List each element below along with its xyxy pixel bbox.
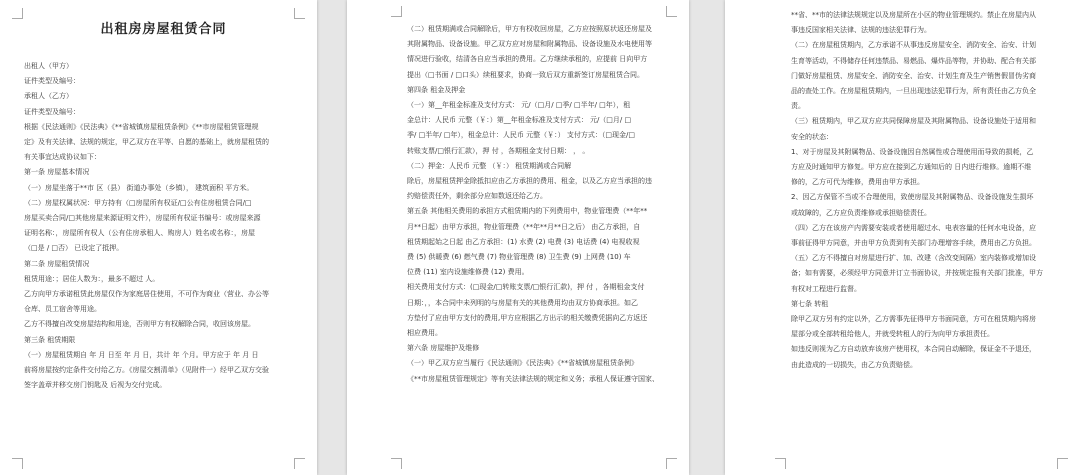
text-line: 品的查处工作。在房屋租赁期内，一旦出现违法犯罪行为，所有责任由乙方负全 (791, 87, 1036, 96)
contract-title: 出租房房屋租赁合同 (100, 22, 227, 37)
text-line: 租赁期起始之日起 由乙方承担：(1) 水费 (2) 电费 (3) 电话费 (4) 电视收视 (407, 237, 640, 246)
page-corner-mark (294, 8, 305, 19)
text-line: 门做好房屋租赁、房屋安全、消防安全、治安、计划生育及生产销售假冒伪劣商 (791, 71, 1036, 80)
page-corner-mark (1057, 458, 1068, 469)
text-line: （五）乙方不得擅自对房屋进行扩、加、改建（含改变间隔）室内装修或增加设 (791, 254, 1036, 263)
text-line: （四）乙方在该房产内需要安装或者使用超过水、电表容量的任何水电设备，应 (791, 223, 1036, 232)
text-line: 由此造成的一切损失，由乙方负责赔偿。 (791, 360, 917, 369)
text-line: 证件类型及编号： (24, 107, 80, 116)
text-line: 提出（□书面 / □口头）续租要求，协商一致后双方重新签订房屋租赁合同。 (407, 70, 645, 79)
text-line: （二）租赁期满或合同解除后，甲方有权收回房屋，乙方应按照原状返还房屋及 (407, 25, 652, 33)
text-line: 修的，乙方可代为维修，费用由甲方承担。 (791, 178, 924, 187)
text-line: 第三条 租赁期限 (24, 335, 76, 344)
text-line: 根据《民法通则》《民法典》《**省城镇房屋租赁条例》《**市房屋租赁管理规 (24, 122, 259, 131)
text-line: **省、**市的法律法规规定以及房屋所在小区的物业管理规约。禁止在房屋内从 (791, 11, 1036, 19)
page-corner-mark (391, 6, 402, 17)
text-line: （一）房屋租赁期自 年 月 日至 年 月 日，共计 年 个月。甲方应于 年 月 日 (24, 350, 259, 359)
text-line: 金总计：人民币 元整（￥：）第__年租金标准及支付方式： 元/（□月/ □ (407, 116, 632, 125)
text-line: 签字盖章并移交房门钥匙及 后视为交付完成。 (24, 381, 167, 390)
text-line: 或故障的，乙方应负责维修或承担赔偿责任。 (791, 208, 931, 217)
document-page-3 (725, 0, 1080, 475)
text-line: 除甲乙双方另有约定以外，乙方需事先征得甲方书面同意，方可在租赁期内将房 (791, 315, 1036, 324)
text-line: 如违反则视为乙方自动放弃该房产使用权，本合同自动解除，保证金不予退还， (791, 345, 1036, 354)
text-line: 相应费用。 (407, 329, 442, 338)
text-line: 第一条 房屋基本情况 (24, 168, 90, 177)
text-line: 安全的状态： (791, 132, 833, 141)
text-line: 位费 (11) 室内设施维修费 (12) 费用。 (407, 268, 529, 277)
text-line: 有关事宜达成协议如下： (24, 153, 101, 162)
text-line: （□是 / □否） 已设定了抵押。 (24, 244, 124, 253)
text-line: 日期：，，本合同中未列明的与房屋有关的其他费用均由双方协商承担。如乙 (407, 298, 638, 307)
page-corner-mark (775, 458, 786, 469)
text-line: （二）押金：人民币 元整 （￥：） 租赁期满或合同解 (407, 161, 572, 170)
text-line: 其附属物品、设备设施。甲乙双方应对房屋和附属物品、设备设施及水电使用等 (407, 40, 652, 49)
text-line: （一）第__年租金标准及支付方式： 元/（□月/ □季/ □半年/ □年），租 (407, 101, 631, 110)
text-line: 生育等活动，不得储存任何违禁品、易燃品、爆炸品等物，并协助、配合有关部 (791, 56, 1036, 65)
text-line: 方应及时通知甲方修复。甲方应在接到乙方通知后的 日内进行维修。逾期不维 (791, 163, 1032, 172)
page-corner-mark (12, 8, 23, 19)
text-line: 第七条 转租 (791, 299, 829, 308)
text-line: 方垫付了应由甲方支付的费用,甲方应根据乙方出示的相关缴费凭据向乙方返还 (407, 313, 648, 322)
text-line: 第四条 租金及押金 (407, 85, 466, 94)
text-line: 备；如有需要，必须经甲方同意并订立书面协议，并按规定报有关部门批准，甲方 (791, 269, 1043, 278)
text-line: 第二条 房屋租赁情况 (24, 259, 90, 268)
text-line: 乙方不得擅自改变房屋结构和用途，否则甲方有权解除合同，收回该房屋。 (24, 320, 255, 329)
text-line: 事违反国家相关法律、法规的违法犯罪行为。 (791, 26, 931, 35)
text-line: 1、对于房屋及其附属物品、设备设施因自然属性或合理使用而导致的损耗，乙 (791, 147, 1034, 156)
page-1-body (24, 59, 303, 393)
page-corner-mark (391, 458, 402, 469)
text-line: 第五条 其他相关费用的承担方式租赁期内的下列费用中，物业管理费（**年** (407, 207, 648, 216)
text-line: 承租人（乙方） (24, 92, 73, 101)
text-line: 证件类型及编号： (24, 77, 80, 86)
text-line: 房屋买卖合同/□其他房屋来源证明文件），房屋所有权证书编号：或房屋来源 (24, 214, 261, 223)
text-line: 相关费用支付方式：(□现金/□转账支票/□银行汇款)，押 付 ，各期租金支付 (407, 283, 645, 292)
page-corner-mark (294, 458, 305, 469)
text-line: 季/ □半年/ □年），租金总计：人民币 元整（￥：） 支付方式：（□现金/□ (407, 131, 635, 140)
text-line: 转账支票/□银行汇款），押 付 ，各期租金支付日期： ， 。 (407, 146, 590, 155)
page-corner-mark (12, 458, 23, 469)
text-line: 屋部分或全部转租给他人，并就受转租人的行为向甲方承担责任。 (791, 330, 994, 339)
text-line: 月**日起）由甲方承担，物业管理费（**年**月**日之后） 由乙方承担，自 (407, 222, 641, 231)
text-line: （三）租赁期内，甲乙双方应共同保障房屋及其附属物品、设备设施处于适用和 (791, 117, 1036, 126)
document-page-2 (347, 0, 689, 475)
text-line: （一）甲乙双方应当履行《民法通则》《民法典》《**省城镇房屋租赁条例》 (407, 359, 638, 368)
text-line: （一）房屋坐落于**市 区（县） 街道办事处（乡镇）， 建筑面积 平方米。 (24, 183, 254, 192)
page-corner-mark (666, 6, 677, 17)
text-line: 约赔偿责任外，剩余部分应如数返还给乙方。 (407, 192, 547, 201)
text-line: 除后，房屋租赁押金除抵扣应由乙方承担的费用、租金，以及乙方应当承担的违 (407, 177, 652, 186)
page-3-body (791, 8, 1062, 373)
page-2-body (407, 22, 675, 387)
text-line: 乙方向甲方承诺租赁此房屋仅作为家庭居住使用，不可作为商业（营业、办公等 (24, 290, 269, 299)
page-corner-mark (666, 458, 677, 469)
text-line: 费 (5) 供暖费 (6) 燃气费 (7) 物业管理费 (8) 卫生费 (9) 上网费 (10) 车 (407, 253, 631, 262)
text-line: （二）在房屋租赁期内，乙方承诺不从事违反房屋安全、消防安全、治安、计划 (791, 41, 1036, 50)
text-line: 有权对工程进行监督。 (791, 284, 861, 293)
text-line: 情况进行验收，结清各自应当承担的费用。乙方继续承租的，应提前 日向甲方 (407, 55, 648, 64)
text-line: 责。 (791, 102, 805, 111)
text-line: 事前征得甲方同意，并由甲方负责到有关部门办理增容手续，费用由乙方负担。 (791, 239, 1036, 248)
text-line: （二）房屋权属状况：甲方持有（□房屋所有权证/□公有住房租赁合同/□ (24, 198, 252, 207)
text-line: 仓库、员工宿舍等用途。 (24, 305, 101, 314)
text-line: 第六条 房屋维护及维修 (407, 344, 480, 353)
text-line: 证明名称：，房屋所有权人（公有住房承租人、购房人）姓名或名称：，房屋 (24, 229, 255, 238)
text-line: 《**市房屋租赁管理规定》等有关法律法规的规定和义务；承租人保证遵守国家、 (407, 374, 659, 383)
text-line: 租赁用途：；居住人数为：，最多不超过 人。 (24, 274, 160, 283)
text-line: 定》及有关法律、法规的规定，甲乙双方在平等、自愿的基础上，就房屋租赁的 (24, 138, 269, 147)
text-line: 2、因乙方保管不当或不合理使用，致使房屋及其附属物品、设备设施发生损坏 (791, 193, 1034, 202)
document-page-1 (0, 0, 317, 475)
text-line: 出租人（甲方） (24, 62, 73, 70)
text-line: 前将房屋按约定条件交付给乙方。《房屋交割清单》（见附件一）经甲乙双方交验 (24, 366, 269, 375)
